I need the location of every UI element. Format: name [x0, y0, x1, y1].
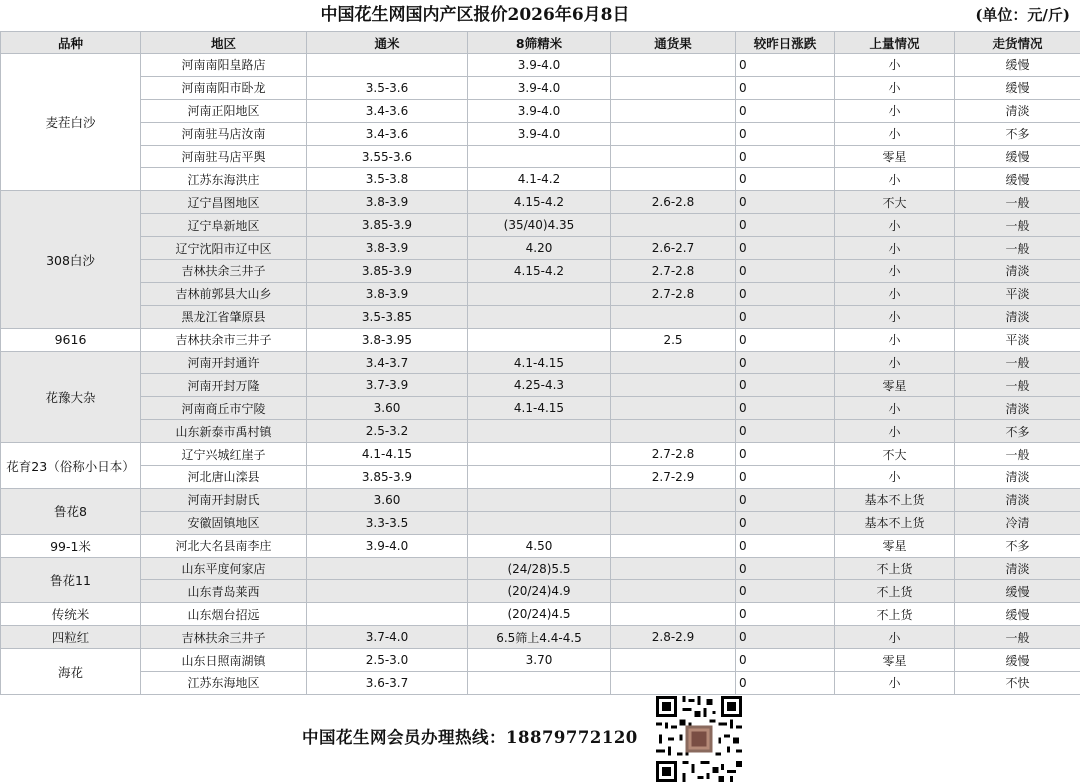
sales-cell: 缓慢 — [955, 649, 1080, 672]
header-variety: 品种 — [1, 32, 141, 54]
tongmi-cell: 3.8-3.95 — [307, 328, 468, 351]
shell-cell — [611, 420, 736, 443]
supply-cell: 不上货 — [835, 603, 955, 626]
supply-cell: 小 — [835, 282, 955, 305]
8-sieve-cell: 4.20 — [468, 237, 611, 260]
sales-cell: 冷清 — [955, 511, 1080, 534]
table-row — [1, 580, 1080, 603]
8-sieve-cell: 3.9-4.0 — [468, 54, 611, 77]
supply-cell: 小 — [835, 305, 955, 328]
8-sieve-cell — [468, 443, 611, 466]
tongmi-cell: 3.5-3.85 — [307, 305, 468, 328]
sales-cell: 清淡 — [955, 557, 1080, 580]
supply-cell: 小 — [835, 237, 955, 260]
change-cell: 0 — [736, 351, 835, 374]
change-cell: 0 — [736, 76, 835, 99]
shell-cell — [611, 76, 736, 99]
supply-cell: 小 — [835, 420, 955, 443]
region-cell: 安徽固镇地区 — [141, 511, 307, 534]
table-row — [1, 54, 1080, 77]
shell-cell — [611, 534, 736, 557]
region-cell: 河北大名县南李庄 — [141, 534, 307, 557]
table-row — [1, 511, 1080, 534]
region-cell: 辽宁昌图地区 — [141, 191, 307, 214]
change-cell: 0 — [736, 488, 835, 511]
table-row — [1, 99, 1080, 122]
header-supply: 上量情况 — [835, 32, 955, 54]
region-cell: 河南驻马店平舆 — [141, 145, 307, 168]
tongmi-cell: 3.7-4.0 — [307, 626, 468, 649]
change-cell: 0 — [736, 191, 835, 214]
shell-cell — [611, 557, 736, 580]
table-row — [1, 351, 1080, 374]
supply-cell: 小 — [835, 99, 955, 122]
region-cell: 山东新泰市禹村镇 — [141, 420, 307, 443]
region-cell: 河北唐山滦县 — [141, 466, 307, 489]
8-sieve-cell — [468, 328, 611, 351]
shell-cell — [611, 145, 736, 168]
sales-cell: 缓慢 — [955, 54, 1080, 77]
8-sieve-cell: (20/24)4.9 — [468, 580, 611, 603]
region-cell: 河南南阳皇路店 — [141, 54, 307, 77]
supply-cell: 基本不上货 — [835, 511, 955, 534]
tongmi-cell: 3.6-3.7 — [307, 672, 468, 695]
sales-cell: 清淡 — [955, 99, 1080, 122]
sales-cell: 清淡 — [955, 397, 1080, 420]
shell-cell — [611, 54, 736, 77]
region-cell: 山东日照南湖镇 — [141, 649, 307, 672]
sales-cell: 缓慢 — [955, 168, 1080, 191]
header-change: 较昨日涨跌 — [736, 32, 835, 54]
tongmi-cell: 3.8-3.9 — [307, 191, 468, 214]
shell-cell — [611, 374, 736, 397]
region-cell: 黑龙江省肇原县 — [141, 305, 307, 328]
sales-cell: 清淡 — [955, 466, 1080, 489]
tongmi-cell: 3.4-3.6 — [307, 99, 468, 122]
header-8-sieve: 8筛精米 — [468, 32, 611, 54]
change-cell: 0 — [736, 374, 835, 397]
table-body — [1, 54, 1080, 695]
region-cell: 辽宁阜新地区 — [141, 214, 307, 237]
price-table — [0, 31, 1080, 695]
sales-cell: 一般 — [955, 374, 1080, 397]
sales-cell: 清淡 — [955, 305, 1080, 328]
tongmi-cell: 3.85-3.9 — [307, 214, 468, 237]
table-row — [1, 237, 1080, 260]
8-sieve-cell: 3.9-4.0 — [468, 76, 611, 99]
variety-cell: 9616 — [1, 328, 141, 351]
8-sieve-cell — [468, 305, 611, 328]
tongmi-cell: 3.8-3.9 — [307, 237, 468, 260]
supply-cell: 小 — [835, 397, 955, 420]
shell-cell: 2.5 — [611, 328, 736, 351]
sales-cell: 缓慢 — [955, 76, 1080, 99]
8-sieve-cell: 4.15-4.2 — [468, 191, 611, 214]
change-cell: 0 — [736, 511, 835, 534]
sales-cell: 缓慢 — [955, 580, 1080, 603]
supply-cell: 不大 — [835, 443, 955, 466]
tongmi-cell: 3.60 — [307, 488, 468, 511]
table-row — [1, 397, 1080, 420]
change-cell: 0 — [736, 122, 835, 145]
8-sieve-cell: 3.70 — [468, 649, 611, 672]
8-sieve-cell: (24/28)5.5 — [468, 557, 611, 580]
supply-cell: 不大 — [835, 191, 955, 214]
sales-cell: 清淡 — [955, 488, 1080, 511]
supply-cell: 小 — [835, 260, 955, 283]
change-cell: 0 — [736, 54, 835, 77]
sales-cell: 缓慢 — [955, 603, 1080, 626]
variety-cell: 308白沙 — [1, 191, 141, 328]
hotline-text: 中国花生网会员办理热线：18879772120 — [302, 724, 638, 748]
region-cell: 江苏东海地区 — [141, 672, 307, 695]
variety-cell: 海花 — [1, 649, 141, 695]
tongmi-cell — [307, 54, 468, 77]
page-title: 中国花生网国内产区报价2026年6月8日 — [0, 0, 950, 31]
header-region: 地区 — [141, 32, 307, 54]
change-cell: 0 — [736, 443, 835, 466]
sales-cell: 不多 — [955, 420, 1080, 443]
title-row — [0, 0, 1080, 31]
sales-cell: 一般 — [955, 214, 1080, 237]
table-row — [1, 488, 1080, 511]
supply-cell: 小 — [835, 54, 955, 77]
supply-cell: 小 — [835, 672, 955, 695]
sales-cell: 平淡 — [955, 282, 1080, 305]
change-cell: 0 — [736, 420, 835, 443]
table-row — [1, 328, 1080, 351]
sales-cell: 不多 — [955, 534, 1080, 557]
8-sieve-cell: 4.25-4.3 — [468, 374, 611, 397]
change-cell: 0 — [736, 626, 835, 649]
change-cell: 0 — [736, 237, 835, 260]
change-cell: 0 — [736, 580, 835, 603]
8-sieve-cell — [468, 145, 611, 168]
table-row — [1, 305, 1080, 328]
region-cell: 辽宁沈阳市辽中区 — [141, 237, 307, 260]
table-row — [1, 626, 1080, 649]
shell-cell — [611, 511, 736, 534]
sales-cell: 一般 — [955, 626, 1080, 649]
shell-cell: 2.7-2.8 — [611, 260, 736, 283]
region-cell: 辽宁兴城红崖子 — [141, 443, 307, 466]
shell-cell — [611, 168, 736, 191]
tongmi-cell — [307, 603, 468, 626]
supply-cell: 小 — [835, 76, 955, 99]
tongmi-cell: 3.9-4.0 — [307, 534, 468, 557]
shell-cell — [611, 603, 736, 626]
8-sieve-cell: (35/40)4.35 — [468, 214, 611, 237]
header-sales: 走货情况 — [955, 32, 1080, 54]
table-row — [1, 672, 1080, 695]
region-cell: 山东烟台招远 — [141, 603, 307, 626]
change-cell: 0 — [736, 260, 835, 283]
supply-cell: 小 — [835, 328, 955, 351]
table-row — [1, 534, 1080, 557]
footer — [0, 694, 1080, 781]
8-sieve-cell: 4.50 — [468, 534, 611, 557]
8-sieve-cell: 4.1-4.15 — [468, 397, 611, 420]
8-sieve-cell: 3.9-4.0 — [468, 99, 611, 122]
table-row — [1, 466, 1080, 489]
tongmi-cell: 3.60 — [307, 397, 468, 420]
sales-cell: 不快 — [955, 672, 1080, 695]
table-row — [1, 557, 1080, 580]
sales-cell: 一般 — [955, 351, 1080, 374]
shell-cell — [611, 672, 736, 695]
change-cell: 0 — [736, 466, 835, 489]
region-cell: 河南正阳地区 — [141, 99, 307, 122]
supply-cell: 基本不上货 — [835, 488, 955, 511]
8-sieve-cell: 4.1-4.15 — [468, 351, 611, 374]
supply-cell: 不上货 — [835, 557, 955, 580]
region-cell: 吉林扶余三井子 — [141, 626, 307, 649]
shell-cell — [611, 351, 736, 374]
sales-cell: 一般 — [955, 191, 1080, 214]
table-row — [1, 443, 1080, 466]
sales-cell: 一般 — [955, 237, 1080, 260]
supply-cell: 小 — [835, 168, 955, 191]
tongmi-cell: 4.1-4.15 — [307, 443, 468, 466]
region-cell: 河南开封通许 — [141, 351, 307, 374]
unit-label: (单位：元/斤) — [975, 0, 1070, 31]
8-sieve-cell — [468, 672, 611, 695]
table-row — [1, 145, 1080, 168]
header-row — [1, 32, 1080, 54]
change-cell: 0 — [736, 603, 835, 626]
region-cell: 吉林扶余三井子 — [141, 260, 307, 283]
region-cell: 吉林扶余市三井子 — [141, 328, 307, 351]
table-row — [1, 168, 1080, 191]
tongmi-cell: 2.5-3.0 — [307, 649, 468, 672]
supply-cell: 零星 — [835, 534, 955, 557]
tongmi-cell: 3.4-3.6 — [307, 122, 468, 145]
supply-cell: 小 — [835, 351, 955, 374]
variety-cell: 四粒红 — [1, 626, 141, 649]
8-sieve-cell: 4.1-4.2 — [468, 168, 611, 191]
region-cell: 河南商丘市宁陵 — [141, 397, 307, 420]
region-cell: 吉林前郭县大山乡 — [141, 282, 307, 305]
table-row — [1, 214, 1080, 237]
supply-cell: 小 — [835, 466, 955, 489]
shell-cell — [611, 122, 736, 145]
supply-cell: 小 — [835, 626, 955, 649]
shell-cell — [611, 397, 736, 420]
8-sieve-cell: 6.5筛上4.4-4.5 — [468, 626, 611, 649]
shell-cell: 2.7-2.8 — [611, 443, 736, 466]
table-row — [1, 76, 1080, 99]
variety-cell: 花育23（俗称小日本） — [1, 443, 141, 489]
change-cell: 0 — [736, 282, 835, 305]
change-cell: 0 — [736, 534, 835, 557]
tongmi-cell: 3.7-3.9 — [307, 374, 468, 397]
table-row — [1, 260, 1080, 283]
shell-cell: 2.7-2.9 — [611, 466, 736, 489]
shell-cell — [611, 488, 736, 511]
supply-cell: 零星 — [835, 145, 955, 168]
header-shell: 通货果 — [611, 32, 736, 54]
sales-cell: 清淡 — [955, 260, 1080, 283]
table-row — [1, 649, 1080, 672]
tongmi-cell: 3.4-3.7 — [307, 351, 468, 374]
8-sieve-cell — [468, 420, 611, 443]
table-row — [1, 374, 1080, 397]
variety-cell: 麦茬白沙 — [1, 54, 141, 191]
shell-cell: 2.7-2.8 — [611, 282, 736, 305]
shell-cell — [611, 649, 736, 672]
supply-cell: 不上货 — [835, 580, 955, 603]
tongmi-cell: 3.5-3.6 — [307, 76, 468, 99]
change-cell: 0 — [736, 214, 835, 237]
region-cell: 山东平度何家店 — [141, 557, 307, 580]
region-cell: 山东青岛莱西 — [141, 580, 307, 603]
sales-cell: 不多 — [955, 122, 1080, 145]
table-row — [1, 282, 1080, 305]
8-sieve-cell — [468, 466, 611, 489]
shell-cell: 2.6-2.8 — [611, 191, 736, 214]
table-row — [1, 191, 1080, 214]
variety-cell: 鲁花11 — [1, 557, 141, 603]
table-row — [1, 603, 1080, 626]
region-cell: 河南驻马店汝南 — [141, 122, 307, 145]
change-cell: 0 — [736, 305, 835, 328]
supply-cell: 零星 — [835, 649, 955, 672]
variety-cell: 传统米 — [1, 603, 141, 626]
8-sieve-cell — [468, 511, 611, 534]
tongmi-cell: 2.5-3.2 — [307, 420, 468, 443]
variety-cell: 99-1米 — [1, 534, 141, 557]
supply-cell: 小 — [835, 122, 955, 145]
shell-cell — [611, 99, 736, 122]
shell-cell — [611, 580, 736, 603]
header-tongmi: 通米 — [307, 32, 468, 54]
sales-cell: 缓慢 — [955, 145, 1080, 168]
change-cell: 0 — [736, 649, 835, 672]
variety-cell: 花豫大杂 — [1, 351, 141, 443]
region-cell: 河南南阳市卧龙 — [141, 76, 307, 99]
table-row — [1, 420, 1080, 443]
8-sieve-cell: 3.9-4.0 — [468, 122, 611, 145]
tongmi-cell — [307, 580, 468, 603]
region-cell: 江苏东海洪庄 — [141, 168, 307, 191]
supply-cell: 零星 — [835, 374, 955, 397]
table-row — [1, 122, 1080, 145]
tongmi-cell: 3.85-3.9 — [307, 260, 468, 283]
shell-cell — [611, 214, 736, 237]
change-cell: 0 — [736, 328, 835, 351]
8-sieve-cell: (20/24)4.5 — [468, 603, 611, 626]
shell-cell: 2.8-2.9 — [611, 626, 736, 649]
supply-cell: 小 — [835, 214, 955, 237]
sales-cell: 一般 — [955, 443, 1080, 466]
tongmi-cell: 3.55-3.6 — [307, 145, 468, 168]
tongmi-cell: 3.8-3.9 — [307, 282, 468, 305]
qr-code-icon — [656, 696, 742, 782]
variety-cell: 鲁花8 — [1, 488, 141, 534]
tongmi-cell — [307, 557, 468, 580]
tongmi-cell: 3.3-3.5 — [307, 511, 468, 534]
region-cell: 河南开封万隆 — [141, 374, 307, 397]
8-sieve-cell — [468, 488, 611, 511]
change-cell: 0 — [736, 99, 835, 122]
shell-cell — [611, 305, 736, 328]
8-sieve-cell — [468, 282, 611, 305]
shell-cell: 2.6-2.7 — [611, 237, 736, 260]
change-cell: 0 — [736, 672, 835, 695]
region-cell: 河南开封尉氏 — [141, 488, 307, 511]
change-cell: 0 — [736, 168, 835, 191]
change-cell: 0 — [736, 397, 835, 420]
tongmi-cell: 3.5-3.8 — [307, 168, 468, 191]
tongmi-cell: 3.85-3.9 — [307, 466, 468, 489]
change-cell: 0 — [736, 145, 835, 168]
change-cell: 0 — [736, 557, 835, 580]
sales-cell: 平淡 — [955, 328, 1080, 351]
8-sieve-cell: 4.15-4.2 — [468, 260, 611, 283]
